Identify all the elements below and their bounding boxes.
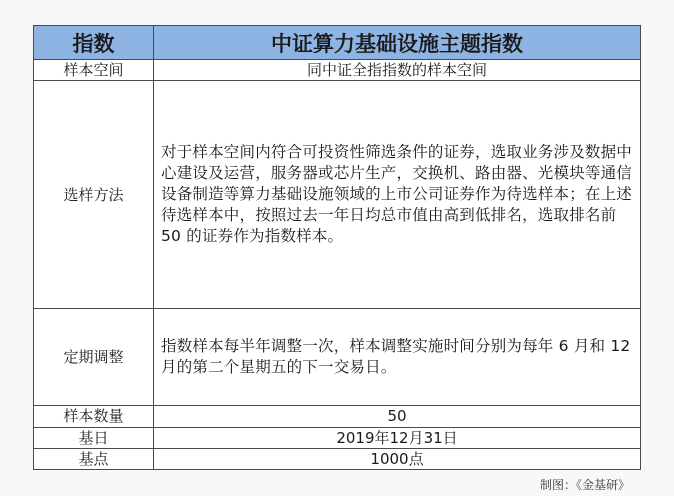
table-row	[34, 60, 641, 81]
header-cell-index: 指数	[34, 26, 154, 60]
row-label: 定期调整	[34, 308, 154, 406]
index-info-table	[33, 25, 641, 470]
table-row	[34, 81, 641, 308]
row-label: 选样方法	[34, 81, 154, 308]
table-row	[34, 448, 641, 469]
chart-credit-caption: 制图：《金基研》	[539, 478, 630, 492]
row-value: 同中证全指指数的样本空间	[154, 60, 641, 81]
row-value: 2019年12月31日	[154, 427, 641, 448]
row-value: 1000点	[154, 448, 641, 469]
row-label: 基日	[34, 427, 154, 448]
row-label: 样本数量	[34, 406, 154, 427]
row-label: 样本空间	[34, 60, 154, 81]
row-value: 对于样本空间内符合可投资性筛选条件的证券，选取业务涉及数据中心建设及运营，服务器或芯片生产，交换机、路由器、光模块等通信设备制造等算力基础设施领域的上市公司证券作为待选样本；在上述待选样本中，按照过去一年日均总市值由高到低排名，选取排名前 50 的证券作为指数样本。	[154, 81, 641, 308]
table-row	[34, 308, 641, 406]
table-row	[34, 427, 641, 448]
row-label: 基点	[34, 448, 154, 469]
row-value: 50	[154, 406, 641, 427]
index-info-table-container	[33, 25, 640, 470]
table-row	[34, 406, 641, 427]
header-row	[34, 26, 641, 60]
header-cell-index-name: 中证算力基础设施主题指数	[154, 26, 641, 60]
row-value: 指数样本每半年调整一次，样本调整实施时间分别为每年 6 月和 12 月的第二个星期五的下一交易日。	[154, 308, 641, 406]
